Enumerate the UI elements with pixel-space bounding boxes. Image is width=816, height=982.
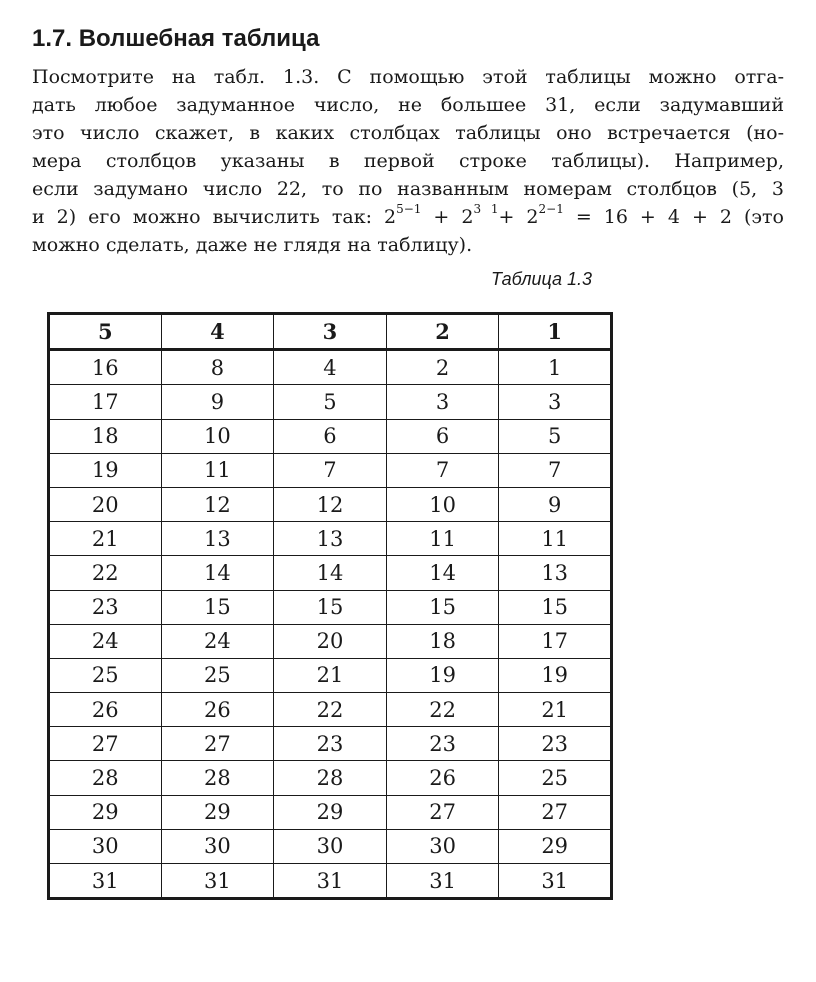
table-cell: 9: [499, 487, 612, 521]
table-header-row: [49, 314, 612, 350]
table-cell: 15: [274, 590, 387, 624]
table-cell: 29: [499, 829, 612, 863]
table-cell: 28: [49, 761, 162, 795]
column-header: 1: [499, 314, 612, 350]
table-cell: 26: [49, 693, 162, 727]
table-cell: 6: [386, 419, 499, 453]
magic-table: [47, 312, 613, 900]
column-header: 5: [49, 314, 162, 350]
formula-text: + 2: [498, 206, 539, 228]
table-cell: 5: [274, 385, 387, 419]
table-cell: 1: [499, 350, 612, 385]
column-header: 2: [386, 314, 499, 350]
table-cell: 27: [386, 795, 499, 829]
table-cell: 13: [274, 522, 387, 556]
table-row: [49, 350, 612, 385]
table-cell: 2: [386, 350, 499, 385]
paragraph-line: дать любое задуманное число, не большее 31, если задумавший: [32, 94, 784, 116]
table-cell: 27: [499, 795, 612, 829]
table-caption: Таблица 1.3: [491, 269, 593, 289]
formula-text: и 2) его можно вычислить так: 2: [32, 206, 397, 228]
table-cell: 30: [161, 829, 274, 863]
table-row: [49, 522, 612, 556]
table-body: [49, 350, 612, 899]
table-cell: 23: [499, 727, 612, 761]
table-cell: 21: [274, 658, 387, 692]
table-row: [49, 556, 612, 590]
formula-text: + 2: [421, 206, 474, 228]
table-cell: 17: [499, 624, 612, 658]
table-row: [49, 419, 612, 453]
table-cell: 27: [161, 727, 274, 761]
table-cell: 11: [386, 522, 499, 556]
table-row: [49, 795, 612, 829]
table-cell: 19: [386, 658, 499, 692]
table-cell: 16: [49, 350, 162, 385]
table-cell: 31: [161, 864, 274, 899]
table-cell: 28: [161, 761, 274, 795]
table-cell: 31: [386, 864, 499, 899]
table-cell: 18: [386, 624, 499, 658]
table-row: [49, 590, 612, 624]
table-row: [49, 453, 612, 487]
table-cell: 31: [499, 864, 612, 899]
table-cell: 19: [499, 658, 612, 692]
formula-line: [32, 203, 784, 231]
table-cell: 7: [499, 453, 612, 487]
table-cell: 26: [161, 693, 274, 727]
table-cell: 7: [386, 453, 499, 487]
table-cell: 10: [161, 419, 274, 453]
table-cell: 20: [274, 624, 387, 658]
table-cell: 22: [49, 556, 162, 590]
table-cell: 3: [386, 385, 499, 419]
table-cell: 28: [274, 761, 387, 795]
table-row: [49, 864, 612, 899]
table-cell: 22: [386, 693, 499, 727]
paragraph-line: мера столбцов указаны в первой строке таблицы). Например,: [32, 150, 784, 172]
table-cell: 11: [499, 522, 612, 556]
table-cell: 11: [161, 453, 274, 487]
table-cell: 27: [49, 727, 162, 761]
table-row: [49, 727, 612, 761]
table-cell: 12: [274, 487, 387, 521]
table-cell: 14: [386, 556, 499, 590]
table-cell: 14: [274, 556, 387, 590]
table-cell: 12: [161, 487, 274, 521]
table-cell: 20: [49, 487, 162, 521]
table-cell: 13: [499, 556, 612, 590]
table-cell: 10: [386, 487, 499, 521]
table-cell: 29: [161, 795, 274, 829]
table-row: [49, 829, 612, 863]
table-cell: 25: [161, 658, 274, 692]
table-cell: 13: [161, 522, 274, 556]
table-cell: 25: [499, 761, 612, 795]
paragraph-line: это число скажет, в каких столбцах таблицы оно встречается (но-: [32, 122, 784, 144]
table-cell: 29: [49, 795, 162, 829]
intro-paragraph: [32, 63, 784, 259]
table-cell: 23: [274, 727, 387, 761]
table-cell: 23: [49, 590, 162, 624]
table-cell: 8: [161, 350, 274, 385]
table-cell: 15: [161, 590, 274, 624]
table-cell: 14: [161, 556, 274, 590]
table-cell: 24: [49, 624, 162, 658]
table-cell: 15: [499, 590, 612, 624]
table-row: [49, 693, 612, 727]
table-cell: 17: [49, 385, 162, 419]
table-row: [49, 761, 612, 795]
table-cell: 31: [49, 864, 162, 899]
table-cell: 3: [499, 385, 612, 419]
paragraph-line: если задумано число 22, то по названным номерам столбцов (5, 3: [32, 178, 784, 200]
table-cell: 9: [161, 385, 274, 419]
table-cell: 15: [386, 590, 499, 624]
exponent: 3 1: [473, 201, 499, 216]
table-cell: 4: [274, 350, 387, 385]
table-row: [49, 385, 612, 419]
table-cell: 18: [49, 419, 162, 453]
section-title: 1.7. Волшебная таблица: [32, 25, 320, 52]
table-cell: 21: [49, 522, 162, 556]
table-cell: 21: [499, 693, 612, 727]
column-header: 4: [161, 314, 274, 350]
table-cell: 30: [49, 829, 162, 863]
table-cell: 31: [274, 864, 387, 899]
table-cell: 23: [386, 727, 499, 761]
table-cell: 25: [49, 658, 162, 692]
table-cell: 6: [274, 419, 387, 453]
exponent: 5−1: [396, 201, 422, 216]
table-cell: 22: [274, 693, 387, 727]
table-cell: 29: [274, 795, 387, 829]
table-cell: 5: [499, 419, 612, 453]
column-header: 3: [274, 314, 387, 350]
paragraph-line: можно сделать, даже не глядя на таблицу).: [32, 234, 473, 256]
table-cell: 24: [161, 624, 274, 658]
table-cell: 19: [49, 453, 162, 487]
formula-text: = 16 + 4 + 2 (это: [563, 206, 784, 228]
table-row: [49, 624, 612, 658]
exponent: 2−1: [538, 201, 564, 216]
table-cell: 30: [274, 829, 387, 863]
table-row: [49, 658, 612, 692]
table-cell: 7: [274, 453, 387, 487]
table-cell: 26: [386, 761, 499, 795]
table-cell: 30: [386, 829, 499, 863]
paragraph-line: Посмотрите на табл. 1.3. С помощью этой таблицы можно отга-: [32, 66, 784, 88]
table-row: [49, 487, 612, 521]
